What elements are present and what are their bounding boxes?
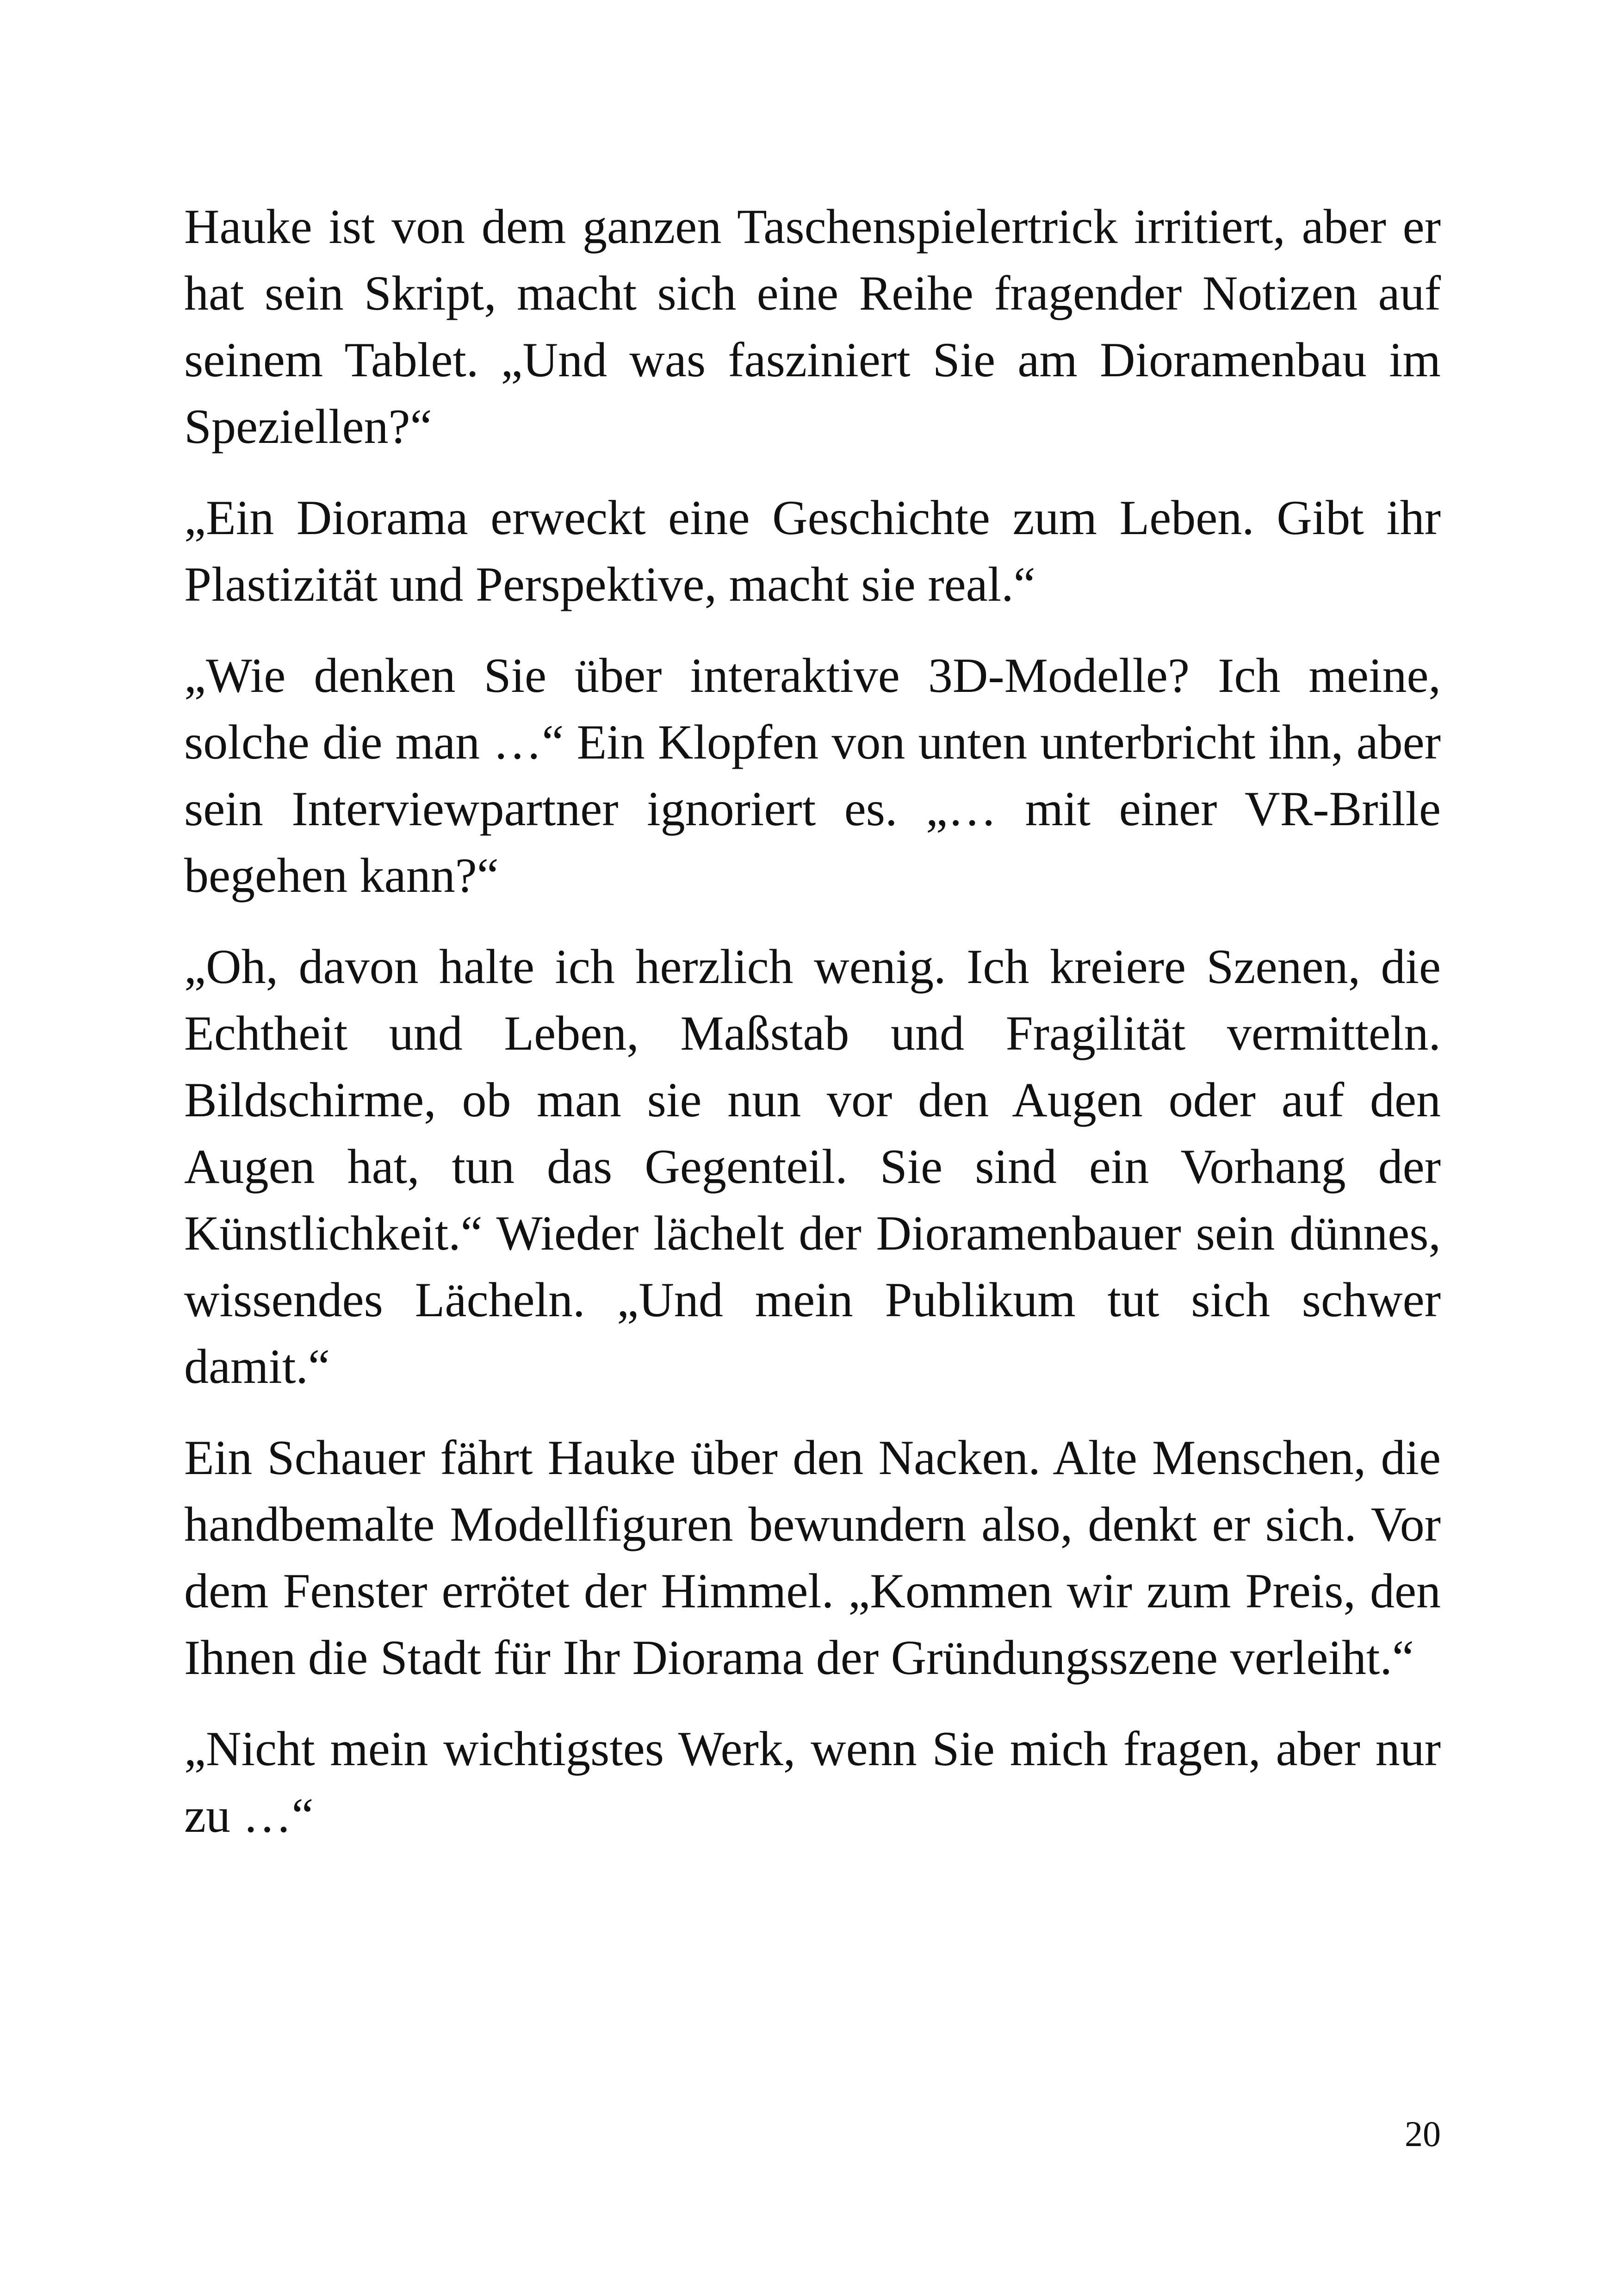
body-text [184,193,1441,1873]
paragraph: „Wie denken Sie über interaktive 3D-Modelle? Ich meine, solche die man …“ Ein Klopfen von unten unterbricht ihn, aber sein Interviewpartner ignoriert es. „… mit einer VR-Brille begehen kann?“ [184,648,1441,902]
page-number: 20 [1405,2114,1441,2154]
paragraph: „Nicht mein wichtigstes Werk, wenn Sie mich fragen, aber nur zu …“ [184,1722,1441,1842]
paragraph: Hauke ist von dem ganzen Taschenspielertrick irritiert, aber er hat sein Skript, macht sich eine Reihe fragender Notizen auf seinem Tablet. „Und was fasziniert Sie am Dioramenbau im Speziellen?“ [184,199,1441,454]
paragraph: Ein Schauer fährt Hauke über den Nacken. Alte Menschen, die handbemalte Modellfiguren bewundern also, denkt er sich. Vor dem Fenster errötet der Himmel. „Kommen wir zum Preis, den Ihnen die Stadt für Ihr Diorama der Gründungsszene verleiht.“ [184,1431,1441,1685]
paragraph: „Oh, davon halte ich herzlich wenig. Ich kreiere Szenen, die Echtheit und Leben, Maßstab und Fragilität vermitteln. Bildschirme, ob man sie nun vor den Augen oder auf den Augen hat, tun das Gegenteil. Sie sind ein Vorhang der Künstlichkeit.“ Wieder lächelt der Dioramenbauer sein dünnes, wissendes Lächeln. „Und mein Publikum tut sich schwer damit.“ [184,940,1441,1394]
paragraph: „Ein Diorama erweckt eine Geschichte zum Leben. Gibt ihr Plastizität und Perspektive, macht sie real.“ [184,491,1441,611]
